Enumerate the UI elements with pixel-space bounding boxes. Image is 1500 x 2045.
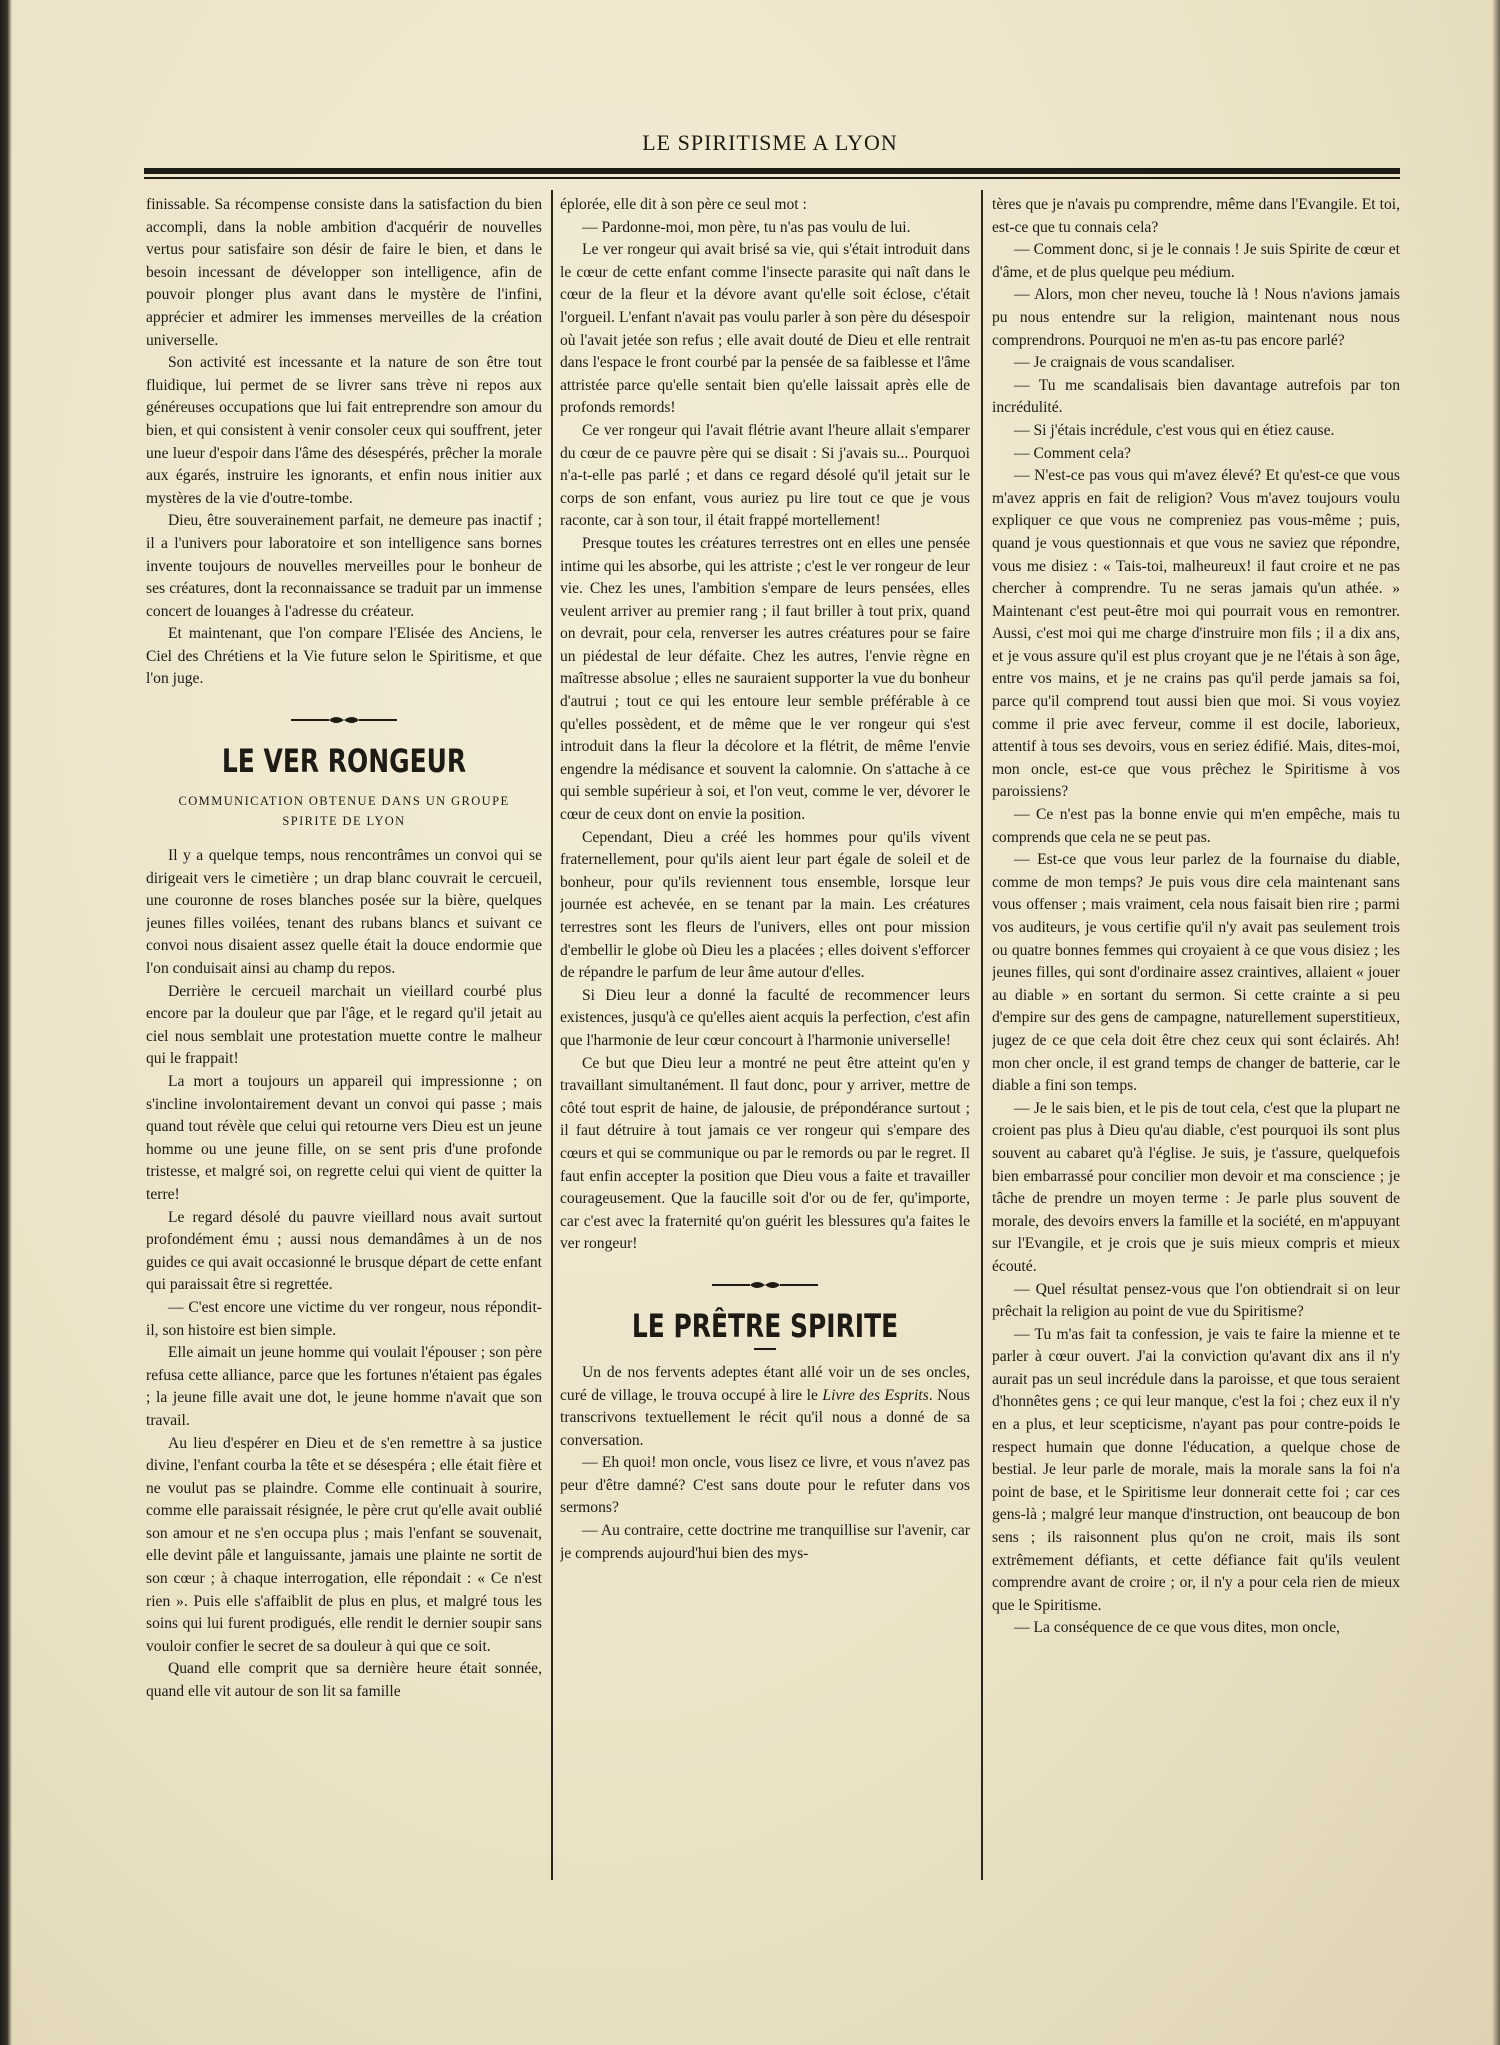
paragraph-intro: [560, 1362, 970, 1452]
intro-text: . Nous transcrivons textuellement le récit qu'il nous a donné de sa conversation.: [560, 1386, 970, 1449]
paragraph: Le ver rongeur qui avait brisé sa vie, qui s'était introduit dans le cœur de cette enfant comme l'insecte parasite qui naît dans le cœur de la fleur et la dévore avant qu'elle soit éclose, c'était l'orgueil. L'enfant n'avait pas voulu parler à son père du désespoir où l'avait jetée son refus ; elle avait douté de Dieu et elle rentrait dans l'espace le front courbé par la pensée de sa faiblesse et l'âme attristée parce qu'elle sentait bien qu'elle laissait après elle de profonds remords!: [560, 241, 970, 417]
section-title-pretre-spirite: LE PRÊTRE SPIRITE: [631, 1306, 899, 1345]
paragraph: Son activité est incessante et la nature de son être tout fluidique, lui permet de se livrer sans trève ni repos aux généreuses occupations que lui fait entreprendre son amour du bien, et qui consistent à venir consoler ceux qui souffrent, jeter une lueur d'espoir dans l'âme des désespérés, prêcher la morale aux égarés, instruire les ignorants, et enfin nous initier aux mystères de la vie d'outre-tombe.: [146, 354, 542, 507]
paragraph: Elle aimait un jeune homme qui voulait l'épouser ; son père refusa cette alliance, parce que les fortunes n'étaient pas égales ; la jeune fille avait une dot, le jeune homme n'avait que son travail.: [146, 1344, 542, 1429]
paragraph: — Tu me scandalisais bien davantage autrefois par ton incrédulité.: [992, 376, 1400, 417]
intro-text: Un de nos fervents adeptes étant allé voir un de ses oncles, curé de village, le trouva occupé à lire le: [560, 1363, 970, 1404]
paragraph: éplorée, elle dit à son père ce seul mot :: [560, 196, 807, 213]
title-dash: [754, 1348, 776, 1350]
column-3: [992, 194, 1400, 1894]
paragraph: — Si j'étais incrédule, c'est vous qui en étiez cause.: [1014, 421, 1335, 439]
scan-edge-right: [1492, 0, 1500, 2045]
paragraph: Presque toutes les créatures terrestres ont en elles une pensée intime qui les absorbe, qui les attriste ; c'est le ver rongeur de leur vie. Chez les unes, l'ambition s'empare de leurs pensées, elles veulent arriver au premier rang ; il faut briller à tout prix, quand on devrait, pour cela, renverser les autres créatures pour se faire un piédestal de leur défaite. Chez les autres, l'envie règne en maîtresse absolue ; elles ne sauraient supporter la vue du bonheur d'autrui ; tout ce qui les entoure leur semble préférable à ce qu'elles possèdent, et de même que le ver rongeur qui s'est introduit dans la fleur la décolore et la flétrit, de même l'envie engendre la médisance et souvent la calomnie. On s'attache à ce qui semble supérieur à soi, et l'on veut, comme le ver, dévorer le cœur de ceux dont on envie la position.: [560, 534, 970, 824]
paragraph: Le regard désolé du pauvre vieillard nous avait surtout profondément ému ; aussi nous demandâmes à un de nos guides ce qui avait occasionné le brusque départ de cette enfant qui paraissait être si regrettée.: [146, 1208, 542, 1294]
scan-edge-left: [0, 0, 12, 2045]
paragraph: — Pardonne-moi, mon père, tu n'as pas voulu de lui.: [582, 218, 911, 236]
paragraph: — Je craignais de vous scandaliser.: [1014, 354, 1235, 372]
paragraph: Il y a quelque temps, nous rencontrâmes un convoi qui se dirigeait vers le cimetière ; un drap blanc couvrait le cercueil, une couronne de roses blanches posée sur la bière, quelques jeunes filles voilées, tenant des rubans blancs et suivant ce convoi nous disaient assez quelle était la douce endormie que l'on conduisait ainsi au champ du repos.: [146, 847, 542, 978]
paragraph: — Eh quoi! mon oncle, vous lisez ce livre, et vous n'avez pas peur d'être damné? C'est sans doute pour le refuter dans vos sermons?: [560, 1454, 970, 1517]
paragraph: — La conséquence de ce que vous dites, mon oncle,: [1014, 1619, 1341, 1637]
paragraph: — Alors, mon cher neveu, touche là ! Nous n'avions jamais pu nous entendre sur la religion, maintenant nous nous comprendrons. Pourquoi ne m'en as-tu pas encore parlé?: [992, 286, 1400, 349]
paragraph: — N'est-ce pas vous qui m'avez élevé? Et qu'est-ce que vous m'avez appris en fait de religion? Vous m'avez toujours voulu expliquer ce que vous ne compreniez pas vous-même ; puis, quand je vous questionnais et que vous ne saviez que répondre, vous me disiez : « Tais-toi, malheureux! il faut croire et ne pas chercher à comprendre. Tu ne seras jamais qu'un athée. » Maintenant c'est peut-être moi qui pourrait vous en remontrer. Aussi, c'est moi qui me charge d'instruire mon fils ; il a dix ans, et je vous assure qu'il est plus croyant que je ne l'étais à son âge, entre vos mains, et je ne crains pas qu'il perde jamais sa foi, parce qu'il comprend tout aussi bien que moi. Si vous voyiez comme il prie avec ferveur, comme il est docile, laborieux, attentif à tous ses devoirs, vous en seriez édifié. Mais, dites-moi, mon oncle, est-ce que vous prêchez le Spiritisme à vos paroissiens?: [992, 467, 1400, 801]
column-2: [560, 194, 970, 1894]
column-1: [146, 194, 542, 1894]
paragraph: — Comment donc, si je le connais ! Je suis Spirite de cœur et d'âme, et de plus quelque peu médium.: [992, 241, 1400, 281]
paragraph: tères que je n'avais pu comprendre, même dans l'Evangile. Et toi, est-ce que tu connais cela?: [992, 196, 1400, 236]
section-ornament: [710, 1278, 820, 1292]
book-title: Livre des Esprits: [822, 1386, 929, 1404]
column-divider-1: [551, 190, 553, 1880]
section-subtitle: COMMUNICATION OBTENUE DANS UN GROUPE SPIRITE DE LYON: [178, 794, 510, 829]
paragraph: — C'est encore une victime du ver rongeur, nous répondit-il, son histoire est bien simple.: [146, 1298, 542, 1339]
paragraph: — Quel résultat pensez-vous que l'on obtiendrait si on leur prêchait la religion au point de vue du Spiritisme?: [992, 1280, 1400, 1321]
paragraph: — Au contraire, cette doctrine me tranquillise sur l'avenir, car je comprends aujourd'hui bien des mys-: [560, 1522, 970, 1562]
running-head: LE SPIRITISME A LYON: [642, 130, 898, 155]
paragraph: Ce but que Dieu leur a montré ne peut être atteint qu'en y travaillant simultanément. Il faut donc, pour y arriver, mettre de côté tout esprit de haine, de jalousie, de prépondérance surtout ; il faut détruire à tout jamais ce ver rongeur qui s'empare des cœurs et qui se communique ou par le remords ou par le regret. Il faut enfin accepter la position que Dieu vous a faite et travailler courageusement. Que la faucille soit d'or ou de fer, qu'importe, car c'est avec la fraternité qu'on guérit les blessures qu'a faites le ver rongeur!: [560, 1054, 970, 1253]
section-ornament: [289, 713, 399, 727]
paragraph: La mort a toujours un appareil qui impressionne ; on s'incline involontairement devant un convoi qui passe ; mais quand tout révèle que celui qui retourne vers Dieu est un jeune homme ou une jeune fille, on se sent pris d'une profonde tristesse, et malgré soi, on regrette celui qui vient de quitter la terre!: [146, 1073, 542, 1203]
paragraph: — Ce n'est pas la bonne envie qui m'en empêche, mais tu comprends que cela ne se peut pas.: [992, 806, 1400, 846]
paragraph: finissable. Sa récompense consiste dans la satisfaction du bien accompli, dans la noble ambition d'acquérir de nouvelles vertus pour satisfaire son désir de faire le bien, et dans le besoin incessant de développer son intelligence, afin de pouvoir plonger plus avant dans le mystère de l'infini, apprécier et admirer les immenses merveilles de la création universelle.: [146, 196, 542, 349]
paragraph: Et maintenant, que l'on compare l'Elisée des Anciens, le Ciel des Chrétiens et la Vie future selon le Spiritisme, et que l'on juge.: [146, 625, 542, 688]
paragraph: — Est-ce que vous leur parlez de la fournaise du diable, comme de mon temps? Je puis vous dire cela maintenant sans vous offenser ; mais vraiment, cela nous faisait bien rire ; parmi vos auditeurs, je vous certifie qu'il n'y avait pas seulement trois ou quatre bonnes femmes qui croyaient à ce que vous disiez ; les jeunes filles, qui sont d'ordinaire assez craintives, allaient « jouer au diable » en sortant du sermon. Si cette crainte a si peu d'empire sur des gens de campagne, naturellement superstitieux, jugez de ce que cela doit être chez ceux qui sont éclairés. Ah! mon cher oncle, il est grand temps de changer de batterie, car le diable a fini son temps.: [992, 851, 1400, 1095]
paragraph: Au lieu d'espérer en Dieu et de s'en remettre à sa justice divine, l'enfant courba la tête et se désespéra ; elle était fière et ne voulut pas se plaindre. Comme elle continuait à sourire, comme elle paraissait résignée, le père crut qu'elle avait oublié son amour et ne s'en occupa plus ; mais l'enfant se souvenait, elle devint pâle et languissante, jamais une plainte ne sortit de son cœur ; à chaque interrogation, elle répondait : « Ce n'est rien ». Puis elle s'affaiblit de plus en plus, et malgré tous les soins qui lui furent prodigués, elle rendit le dernier soupir sans vouloir confier le secret de sa douleur à qui que ce soit.: [146, 1434, 542, 1655]
paragraph: Quand elle comprit que sa dernière heure était sonnée, quand elle vit autour de son lit sa famille: [146, 1660, 542, 1701]
paragraph: — Tu m'as fait ta confession, je vais te faire la mienne et te parler à cœur ouvert. J'ai la conviction qu'avant dix ans il n'y aurait pas un seul incrédule dans la paroisse, et que tous seraient d'honnêtes gens ; ce qui leur manque, c'est la foi ; chez eux il n'y en a plus, et leur scepticisme, n'ayant pas pour contre-poids le respect humain que donne l'éducation, a quelque chose de bestial. Je leur parle de morale, mais la morale sans la foi n'a point de base, et le Spiritisme leur donnerait cette foi ; car ces gens-là ; malgré leur manque d'instruction, ont beaucoup de bon sens ; ils raisonnent plus qu'on ne croit, mais ils sont extrêmement défiants, et cette défiance fait qu'ils veulent comprendre avant de croire ; or, il n'y a pour cela rien de mieux que le Spiritisme.: [992, 1325, 1400, 1614]
section-title-ver-rongeur: LE VER RONGEUR: [221, 742, 467, 781]
paragraph: Cependant, Dieu a créé les hommes pour qu'ils vivent fraternellement, pour qu'ils aient leur part égale de soleil et de bonheur, pour qu'ils reviennent tous ensemble, lorsque leur journée est achevée, en se tenant par la main. Les créatures terrestres sont les fleurs de l'univers, elles ont pour mission d'embellir le globe où Dieu les a placées ; elles doivent s'efforcer de répandre le parfum de leur âme autour d'elles.: [560, 828, 970, 982]
paragraph: Ce ver rongeur qui l'avait flétrie avant l'heure allait s'emparer du cœur de ce pauvre père qui se disait : Si j'avais su... Pourquoi n'a-t-elle pas parlé ; et dans ce regard désolé qu'il jetait sur le corps de son enfant, vous auriez pu lire tout ce que je vous raconte, car à son tour, il était frappé mortellement!: [560, 421, 970, 530]
paragraph: Si Dieu leur a donné la faculté de recommencer leurs existences, jusqu'à ce qu'elles aient acquis la perfection, c'est afin que l'harmonie de leur cœur concourt à l'harmonie universelle!: [560, 986, 970, 1049]
paragraph: — Comment cela?: [1014, 444, 1131, 462]
header-rule-thin: [144, 177, 1400, 179]
header-rule-thick: [144, 168, 1400, 174]
paragraph: Dieu, être souverainement parfait, ne demeure pas inactif ; il a l'univers pour laboratoire et son intelligence sans bornes invente toujours de nouvelles merveilles pour le bonheur de ses créatures, dont la reconnaissance se traduit par un immense concert de louanges à l'adresse du créateur.: [146, 512, 542, 620]
paragraph: Derrière le cercueil marchait un vieillard courbé plus encore par la douleur que par l'âge, et le regard qu'il jetait au ciel nous semblait une protestation muette contre le malheur qui le frappait!: [146, 982, 542, 1068]
paragraph: — Je le sais bien, et le pis de tout cela, c'est que la plupart ne croient pas plus à Dieu qu'au diable, c'est pourquoi ils sont plus souvent au cabaret qu'à l'église. Je suis, je t'assure, quelquefois bien embarrassé pour concilier mon devoir et ma conscience ; je tâche de prendre un moyen terme : Je parle plus souvent de morale, des devoirs envers la famille et la société, en m'appuyant sur l'Evangile, et je crois que je suis mieux compris et mieux écouté.: [992, 1099, 1400, 1275]
column-divider-2: [981, 190, 983, 1880]
